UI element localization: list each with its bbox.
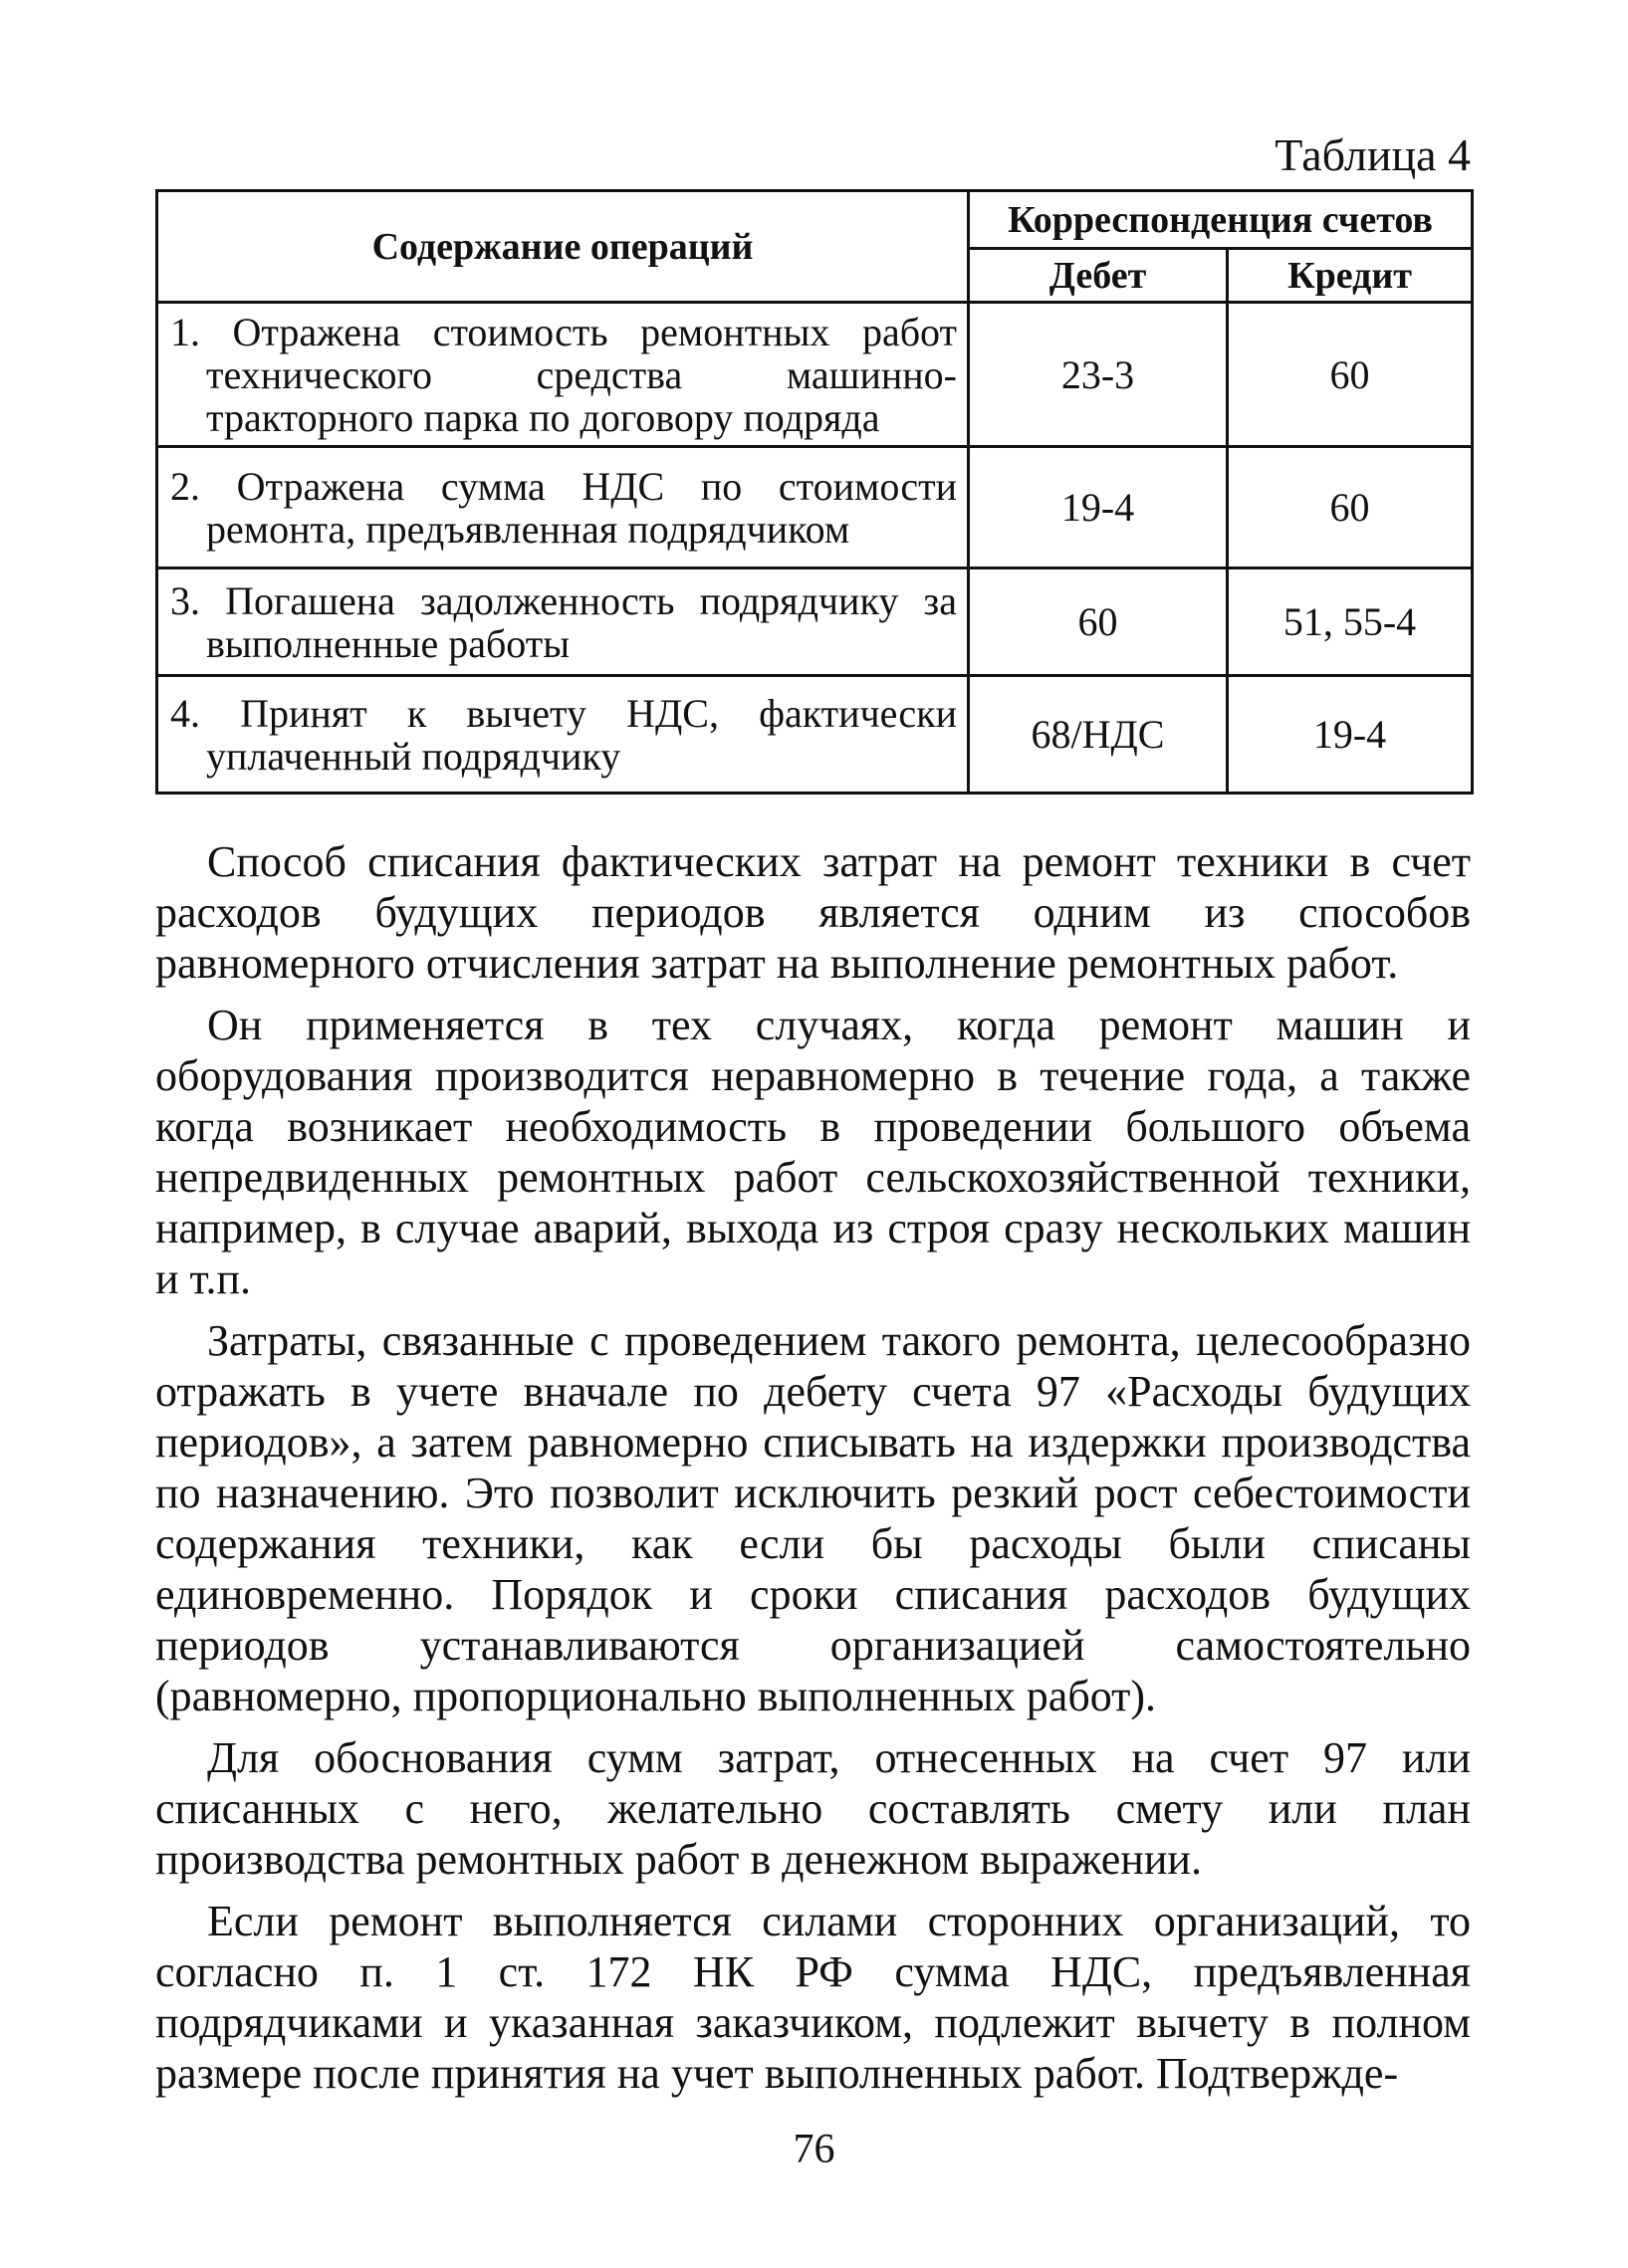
operation-text: 1. Отражена стоимость ремонтных работ технического средства машинно-тракторного парка по договору подряда [170,309,957,440]
table-row [157,303,1473,447]
credit-cell: 19-4 [1228,676,1473,794]
credit-cell: 60 [1228,447,1473,568]
debit-cell: 68/НДС [969,676,1228,794]
credit-cell: 51, 55-4 [1228,568,1473,676]
credit-cell: 60 [1228,303,1473,447]
table-caption: Таблица 4 [1275,129,1471,180]
table-row [157,568,1473,676]
paragraph: Для обоснования сумм затрат, отнесенных на счет 97 или списанных с него, желательно составлять смету или план производства ремонтных работ в денежном выражении. [155,1733,1471,1884]
body-text [155,836,1471,2110]
operation-cell [157,303,969,447]
operation-cell [157,447,969,568]
operations-table [155,189,1474,794]
paragraph: Если ремонт выполняется силами сторонних организаций, то согласно п. 1 ст. 172 НК РФ сумма НДС, предъявленная подрядчиками и указанная заказчиком, подлежит вычету в полном размере после принятия на учет выполненных работ. Подтвержде- [155,1897,1471,2098]
header-debit: Дебет [969,249,1228,303]
operation-cell [157,676,969,794]
header-operations: Содержание операций [157,191,969,303]
operation-text: 3. Погашена задолженность подрядчику за выполненные работы [170,577,957,666]
operation-text: 4. Принят к вычету НДС, фактически уплаченный подрядчику [170,690,957,779]
debit-cell: 19-4 [969,447,1228,568]
header-credit: Кредит [1228,249,1473,303]
debit-cell: 60 [969,568,1228,676]
table-row [157,447,1473,568]
operation-cell [157,568,969,676]
header-correspondence: Корреспонденция счетов [969,191,1473,249]
paragraph: Он применяется в тех случаях, когда ремонт машин и оборудования производится неравномерно в течение года, а также когда возникает необходимость в проведении большого объема непредвиденных ремонтных работ сельскохозяйственной техники, например, в случае аварий, выхода из строя сразу нескольких машин и т.п. [155,1001,1471,1303]
table-row [157,676,1473,794]
debit-cell: 23-3 [969,303,1228,447]
page-number: 76 [793,2127,835,2172]
operation-text: 2. Отражена сумма НДС по стоимости ремонта, предъявленная подрядчиком [170,463,957,552]
paragraph: Способ списания фактических затрат на ремонт техники в счет расходов будущих периодов является одним из способов равномерного отчисления затрат на выполнение ремонтных работ. [155,837,1471,988]
paragraph: Затраты, связанные с проведением такого ремонта, целесообразно отражать в учете вначале по дебету счета 97 «Расходы будущих периодов», а затем равномерно списывать на издержки производства по назначению. Это позволит исключить резкий рост себестоимости содержания техники, как если бы расходы были списаны единовременно. Порядок и сроки списания расходов будущих периодов устанавливаются организацией самостоятельно (равномерно, пропорционально выполненных работ). [155,1316,1471,1720]
